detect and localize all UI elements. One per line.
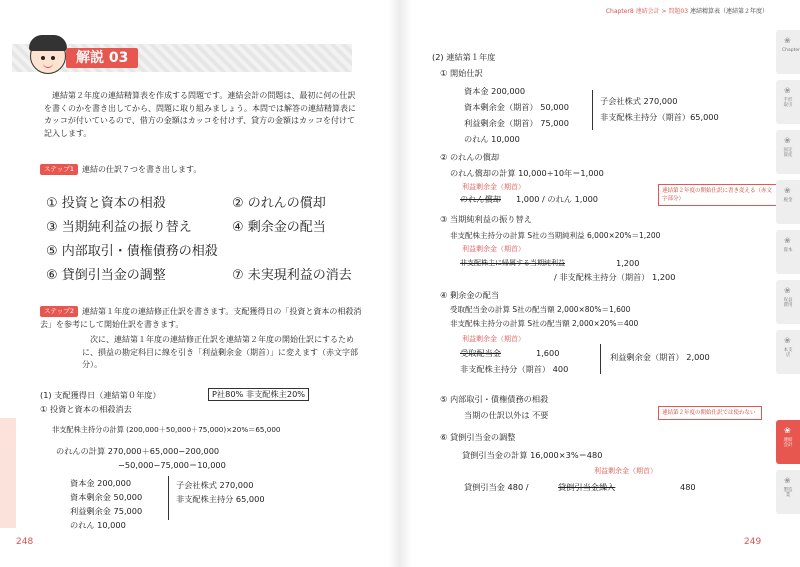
step2-paragraph: 次に、連結第１年度の連結修正仕訳を連結第２年度の開始仕訳にするために、損益の勘定科目に線を引き「利益剰余金（期首）」に変えます（赤文字部分）。 — [82, 335, 358, 370]
nb-line: / 非支配株主持分（期首） 1,200 — [554, 272, 676, 282]
nb-credit: 子会社株式 270,000 — [600, 96, 678, 106]
nb-line: のれん償却の計算 10,000÷10年＝1,000 — [450, 168, 604, 178]
right-page — [404, 0, 800, 567]
nb-line: 480 — [680, 482, 696, 492]
list-item: ⑥ 貸倒引当金の調整 — [46, 268, 166, 283]
step-text: 連結の仕訳７つを書き出します。 — [82, 165, 202, 174]
nb-line: ② のれんの償却 — [440, 152, 500, 162]
chapter-tab[interactable]: ❀ 資本 — [776, 230, 800, 274]
nb-line: (2) 連結第１年度 — [432, 52, 496, 62]
nb-line: ⑤ 内部取引・債権債務の相殺 — [440, 394, 549, 404]
nb-line: ④ 剰余金の配当 — [440, 290, 500, 300]
chapter-tab[interactable]: ❀ Chapter — [776, 30, 800, 74]
red-correction: 利益剰余金（期首） — [594, 467, 657, 475]
nb-debit: のれん 10,000 — [70, 520, 126, 530]
nb-debit: 資本剰余金（期首） 50,000 — [464, 102, 569, 112]
page-number: 249 — [744, 537, 762, 547]
chapter-tab[interactable]: ❀ 製造業 — [776, 470, 800, 514]
section-heading: 解説 03 — [66, 48, 138, 68]
chapter-tab[interactable]: ❀ 収益費用 — [776, 280, 800, 324]
nb-line: ① 投資と資本の相殺消去 — [40, 404, 132, 414]
nb-line: ① 開始仕訳 — [440, 68, 483, 78]
step2 — [40, 306, 366, 331]
list-item: ③ 当期純利益の振り替え — [46, 220, 192, 235]
list-item: ② のれんの償却 — [232, 196, 326, 211]
struck-item: 受取配当金 — [460, 348, 501, 358]
list-item: ④ 剰余金の配当 — [232, 220, 326, 235]
nb-credit: 子会社株式 270,000 — [176, 480, 254, 490]
character-icon — [30, 38, 66, 74]
nb-line: ⑥ 貸倒引当金の調整 — [440, 432, 516, 442]
nb-debit: 資本金 200,000 — [464, 86, 526, 96]
nb-line: 当期の仕訳以外は 不要 — [464, 410, 549, 420]
nb-credit: 非支配株主持分（期首）65,000 — [600, 112, 719, 122]
nb-line: 非支配株主持分の計算 S社の配当額 2,000×20%＝400 — [450, 319, 639, 328]
tally-line — [168, 476, 169, 520]
left-page — [0, 0, 396, 567]
red-correction: 利益剰余金（期首） — [462, 183, 525, 191]
nb-debit: 利益剰余金（期首） 75,000 — [464, 118, 569, 128]
intro-paragraph: 連結第２年度の連結精算表を作成する問題です。連結会計の問題は、最初に何の仕訳を書くのかを書き出してから、問題に取り組みましょう。本問では解答の連結精算表にカッコが付いているので、借方の金額はカッコを付けず、貸方の金額はカッコを付けて記入します。 — [44, 91, 356, 138]
page-side-tab — [0, 418, 16, 528]
step-tag: ステップ1 — [40, 164, 78, 175]
callout-rewrite: 連結第２年度の開始仕訳に書き変える（赤文字部分） — [658, 184, 778, 206]
nb-line: 非支配株主持分の計算 S社の当期純利益 6,000×20%＝1,200 — [450, 231, 661, 240]
nb-line: 1,000 / のれん 1,000 — [516, 194, 599, 204]
nb-line: 1,600 — [536, 348, 560, 358]
nb-debit: 非支配株主持分（期首） 400 — [460, 364, 569, 374]
ratio-box: P社80% 非支配株主20% — [208, 388, 309, 401]
step-text: 連結第１年度の連結修正仕訳を書きます。支配獲得日の「投資と資本の相殺消去」を参考にして開始仕訳を書きます。 — [40, 307, 362, 329]
struck-item: のれん償却 — [460, 194, 501, 204]
nb-line: −50,000−75,000＝10,000 — [118, 460, 226, 470]
nb-line: 貸倒引当金の計算 16,000×3%＝480 — [462, 450, 603, 460]
nb-line: (1) 支配獲得日（連結第０年度） — [40, 390, 161, 400]
list-item: ⑦ 未実現利益の消去 — [232, 268, 352, 283]
header-title: 連結精算表（連結第２年度） — [689, 8, 768, 15]
nb-line: のれんの計算 270,000＋65,000−200,000 — [56, 446, 220, 456]
list-item: ⑤ 内部取引・債権債務の相殺 — [46, 244, 218, 259]
list-item: ① 投資と資本の相殺 — [46, 196, 166, 211]
nb-debit: のれん 10,000 — [464, 134, 520, 144]
nb-credit: 非支配株主持分 65,000 — [176, 494, 265, 504]
tally-line — [592, 90, 593, 130]
red-correction: 利益剰余金（期首） — [462, 245, 525, 253]
nb-credit: 利益剰余金（期首） 2,000 — [610, 352, 710, 362]
struck-item: 非支配株主に帰属する当期純利益 — [460, 259, 565, 267]
nb-line: 非支配株主持分の計算 (200,000＋50,000＋75,000)×20%＝65,000 — [52, 425, 281, 434]
nb-line: ③ 当期純利益の振り替え — [440, 214, 532, 224]
nb-line: 受取配当金の計算 S社の配当額 2,000×80%＝1,600 — [450, 305, 631, 314]
page-number: 248 — [16, 537, 34, 547]
nb-debit: 資本金 200,000 — [70, 478, 132, 488]
step1 — [40, 164, 201, 177]
struck-item: 貸倒引当金繰入 — [558, 482, 616, 492]
nb-line: 貸倒引当金 480 / — [464, 482, 529, 492]
step-tag: ステップ2 — [40, 306, 78, 317]
chapter-tab[interactable]: ❀ 税金 — [776, 180, 800, 224]
chapter-tab[interactable]: ❀ 固定資産 — [776, 130, 800, 174]
nb-debit: 利益剰余金 75,000 — [70, 506, 143, 516]
chapter-tab[interactable]: ❀ 本支店 — [776, 330, 800, 374]
nb-line: 1,200 — [616, 258, 640, 268]
tally-line — [600, 344, 601, 374]
chapter-tab[interactable]: ❀ 手形取引 — [776, 80, 800, 124]
callout-unused: 連結第２年度の開始仕訳では使わない — [658, 406, 762, 420]
nb-debit: 資本剰余金 50,000 — [70, 492, 143, 502]
chapter-tab-active[interactable]: ❀ 連結会計 — [776, 420, 800, 464]
header-chapter: Chapter8 連結会計 > 問題03 — [605, 8, 689, 15]
red-correction: 利益剰余金（期首） — [462, 335, 525, 343]
